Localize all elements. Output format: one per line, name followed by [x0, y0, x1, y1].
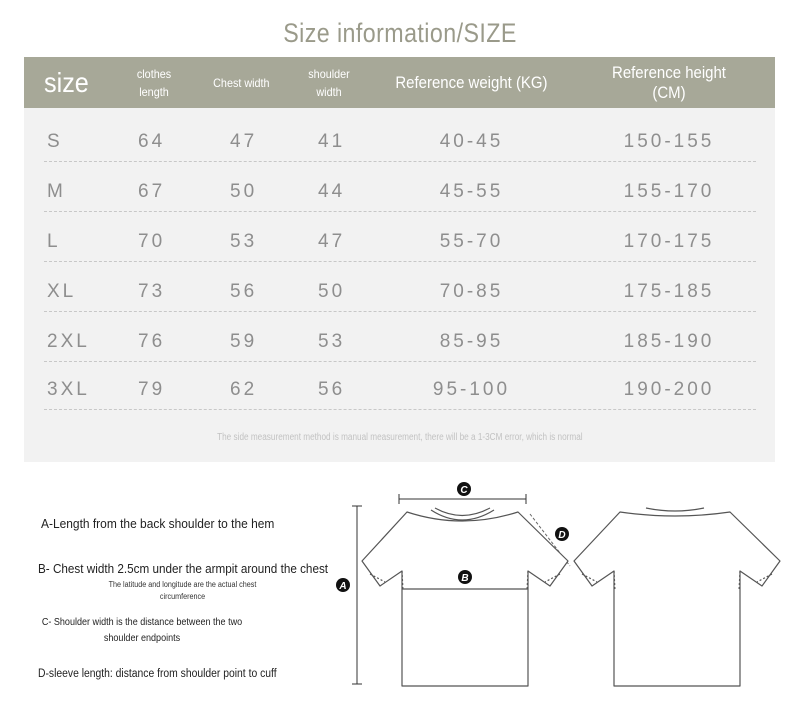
definition-c: C- Shoulder width is the distance between the two shoulder endpoints	[41, 616, 243, 644]
definition-b: B- Chest width 2.5cm under the armpit around the chest	[38, 561, 329, 576]
cell-shoulder: 44	[318, 181, 346, 202]
row-divider	[44, 161, 756, 162]
cell-height: 170-175	[623, 231, 715, 252]
table-row	[24, 122, 775, 162]
cell-weight: 55-70	[439, 231, 504, 252]
cell-size: M	[47, 181, 66, 202]
cell-size: L	[47, 231, 61, 252]
header-size: size	[44, 66, 89, 98]
table-row	[24, 370, 775, 410]
tshirt-front-icon	[362, 508, 568, 686]
length-measure-line	[352, 506, 362, 684]
row-divider	[44, 409, 756, 410]
cell-height: 150-155	[623, 131, 715, 152]
marker-d-icon	[555, 527, 569, 541]
cell-chest: 59	[230, 331, 258, 352]
cell-chest: 47	[230, 131, 258, 152]
cell-weight: 70-85	[439, 281, 504, 302]
cell-length: 76	[138, 331, 166, 352]
cell-weight: 95-100	[432, 379, 511, 400]
cell-shoulder: 50	[318, 281, 346, 302]
cell-height: 190-200	[623, 379, 715, 400]
cell-size: 2XL	[47, 331, 90, 352]
cell-length: 79	[138, 379, 166, 400]
size-table	[24, 57, 775, 462]
cell-shoulder: 47	[318, 231, 346, 252]
cell-shoulder: 41	[318, 131, 346, 152]
cell-weight: 85-95	[439, 331, 504, 352]
table-row	[24, 172, 775, 212]
table-row	[24, 322, 775, 362]
cell-length: 67	[138, 181, 166, 202]
table-row	[24, 222, 775, 262]
tshirt-diagram	[330, 478, 790, 698]
definition-b-note: The latitude and longitude are the actual chest circumference	[108, 580, 257, 601]
row-divider	[44, 261, 756, 262]
table-header	[24, 57, 775, 108]
row-divider	[44, 361, 756, 362]
cell-length: 73	[138, 281, 166, 302]
header-shoulder-width: shoulder width	[307, 66, 350, 99]
row-divider	[44, 211, 756, 212]
measurement-note: The side measurement method is manual measurement, there will be a 1-3CM error, which is normal	[216, 432, 583, 443]
cell-length: 64	[138, 131, 166, 152]
cell-shoulder: 56	[318, 379, 346, 400]
header-reference-weight: Reference weight (KG)	[395, 72, 548, 92]
cell-chest: 53	[230, 231, 258, 252]
cell-height: 155-170	[623, 181, 715, 202]
cell-chest: 56	[230, 281, 258, 302]
cell-weight: 40-45	[439, 131, 504, 152]
cell-chest: 50	[230, 181, 258, 202]
row-divider	[44, 311, 756, 312]
header-clothes-length: clothes length	[136, 66, 172, 99]
definition-a: A-Length from the back shoulder to the hem	[41, 516, 275, 531]
marker-b-icon	[458, 570, 472, 584]
svg-text:A: A	[339, 581, 347, 592]
cell-weight: 45-55	[439, 181, 504, 202]
cell-height: 185-190	[623, 331, 715, 352]
cell-chest: 62	[230, 379, 258, 400]
cell-length: 70	[138, 231, 166, 252]
marker-a-icon	[336, 578, 350, 592]
cell-height: 175-185	[623, 281, 715, 302]
page-title: Size information/SIZE	[283, 18, 517, 48]
cell-size: S	[47, 131, 63, 152]
header-chest-width: Chest width	[212, 75, 270, 90]
svg-text:B: B	[461, 573, 469, 584]
cell-shoulder: 53	[318, 331, 346, 352]
svg-text:D: D	[558, 530, 566, 541]
cell-size: XL	[47, 281, 77, 302]
definition-d: D-sleeve length: distance from shoulder point to cuff	[38, 668, 277, 680]
table-row	[24, 272, 775, 312]
marker-c-icon	[457, 482, 471, 496]
tshirt-back-icon	[574, 508, 780, 686]
cell-size: 3XL	[47, 379, 90, 400]
svg-text:C: C	[460, 485, 468, 496]
header-reference-height: Reference height (CM)	[612, 62, 726, 102]
